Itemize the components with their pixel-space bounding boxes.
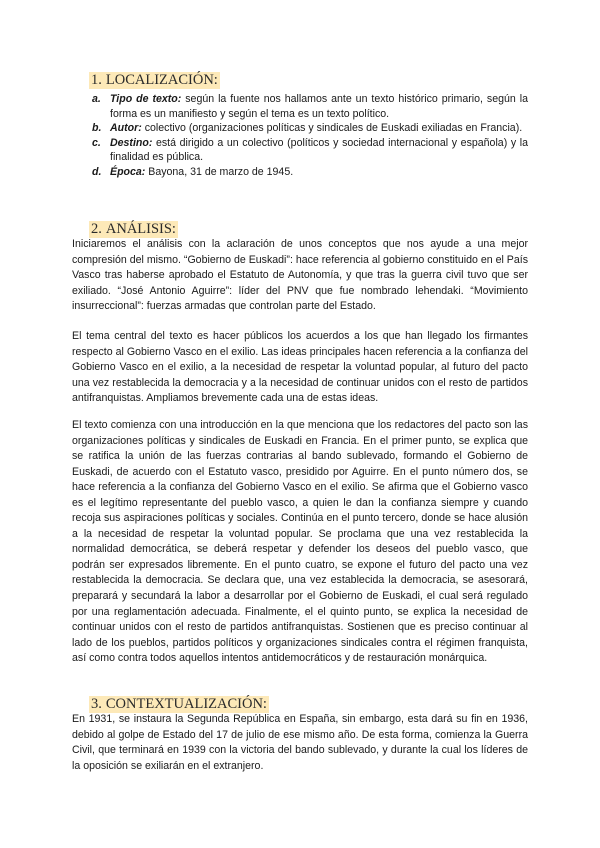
list-text: según la fuente nos hallamos ante un texto histórico primario, según la forma es un manifiesto y según el tema es un texto político. <box>110 93 528 120</box>
context-paragraph: En 1931, se instaura la Segunda República en España, sin embargo, esta dará su fin en 1936, debido al golpe de Estado del 17 de julio de ese mismo año. De esta forma, comienza la Guerra Civil, que terminará en 1939 con la victoria del bando sublevado, y durante la cual los líderes de la oposición se exiliarán en el extranjero. <box>72 713 528 772</box>
list-marker: b. <box>92 122 102 135</box>
list-marker: c. <box>92 136 101 149</box>
section-heading-analisis <box>89 221 178 238</box>
section-title: LOCALIZACIÓN: <box>105 72 218 88</box>
section-title: ANÁLISIS: <box>105 221 176 237</box>
list-item <box>92 92 528 121</box>
list-item <box>92 121 528 136</box>
analysis-paragraph: El texto comienza con una introducción en la que menciona que los redactores del pacto son las organizaciones políticas y sindicales de Euskadi en Francia. En el primer punto, se explica que se ratifica la unión de las fuerzas contrarias al bando sublevado, formando el Gobierno de Euskadi, de acuerdo con el Estatuto vasco, presidido por Aguirre. En el punto número dos, se hace referencia a la confianza del Gobierno Vasco en el exilio. Se afirma que el Gobierno vasco es el legítimo representante del pueblo vasco, a quien le dan la confianza siempre y cuando recoja sus aspiraciones políticas y sociales. Continúa en el punto tercero, donde se hace alusión a la necesidad de respetar la voluntad popular. Se proclama que una vez restablecida la normalidad democrática, se deberá respetar y defender los deseos del pueblo vasco, que podrán ser expresados libremente. En el punto cuatro, se expone el futuro del pacto una vez restablecida la democracia. Se declara que, una vez establecida la democracia, se asesorará, preparará y secundará la labor a desarrollar por el Gobierno de Euskadi, el cual será regulado por una reglamentación adecuada. Finalmente, el el quinto punto, se explica la necesidad de continuar unidos con el resto de partidos antifranquistas. Sostienen que es preciso continuar al lado de los pueblos, partidos políticos y organizaciones sindicales contra el régimen franquista, así como contra todos aquellos intentos antidemocráticos y de restauración monárquica. <box>72 419 528 665</box>
list-text: está dirigido a un colectivo (políticos y sociedad internacional y española) y la finalidad es pública. <box>110 136 528 164</box>
section-number: 1. <box>91 72 102 88</box>
list-term: Tipo de texto: <box>110 93 182 105</box>
list-item <box>92 136 528 165</box>
section-title: CONTEXTUALIZACIÓN: <box>105 696 267 712</box>
analysis-paragraph: Iniciaremos el análisis con la aclaración de unos conceptos que nos ayude a una mejor compresión del mismo. “Gobierno de Euskadi”: hace referencia al gobierno constituido en el País Vasco tras haberse aprobado el Estatuto de Autonomía, y que tras la guerra civil tuvo que ser exiliado. “José Antonio Aguirre”: líder del PNV que fue nombrado lehendaki. “Movimiento insurreccional”: fuerzas armadas que controlan parte del Estado. <box>72 238 528 313</box>
list-text: Bayona, 31 de marzo de 1945. <box>145 165 294 178</box>
list-term: Autor: <box>110 122 142 135</box>
list-marker: a. <box>92 93 101 105</box>
list-text: colectivo (organizaciones políticas y sindicales de Euskadi exiliadas en Francia). <box>141 122 523 135</box>
section-number: 2. <box>91 221 102 237</box>
analysis-paragraph: El tema central del texto es hacer públicos los acuerdos a los que han llegado los firmantes respecto al Gobierno Vasco en el exilio. Las ideas principales hacen referencia a la confianza del Gobierno Vasco en el exilio, a la necesidad de respetar la voluntad popular, al futuro del pacto una vez restablecida la democracia y a la necesidad de continuar unidos con el resto de partidos antifranquistas. Ampliamos brevemente cada una de estas ideas. <box>72 330 528 405</box>
section-heading-localizacion <box>89 72 220 89</box>
section-number: 3. <box>91 696 102 712</box>
section-heading-contextualizacion <box>89 696 269 713</box>
list-item <box>92 165 528 180</box>
list-marker: d. <box>92 165 102 178</box>
localizacion-list <box>92 92 528 180</box>
list-term: Destino: <box>110 136 153 149</box>
list-term: Época: <box>110 165 146 178</box>
